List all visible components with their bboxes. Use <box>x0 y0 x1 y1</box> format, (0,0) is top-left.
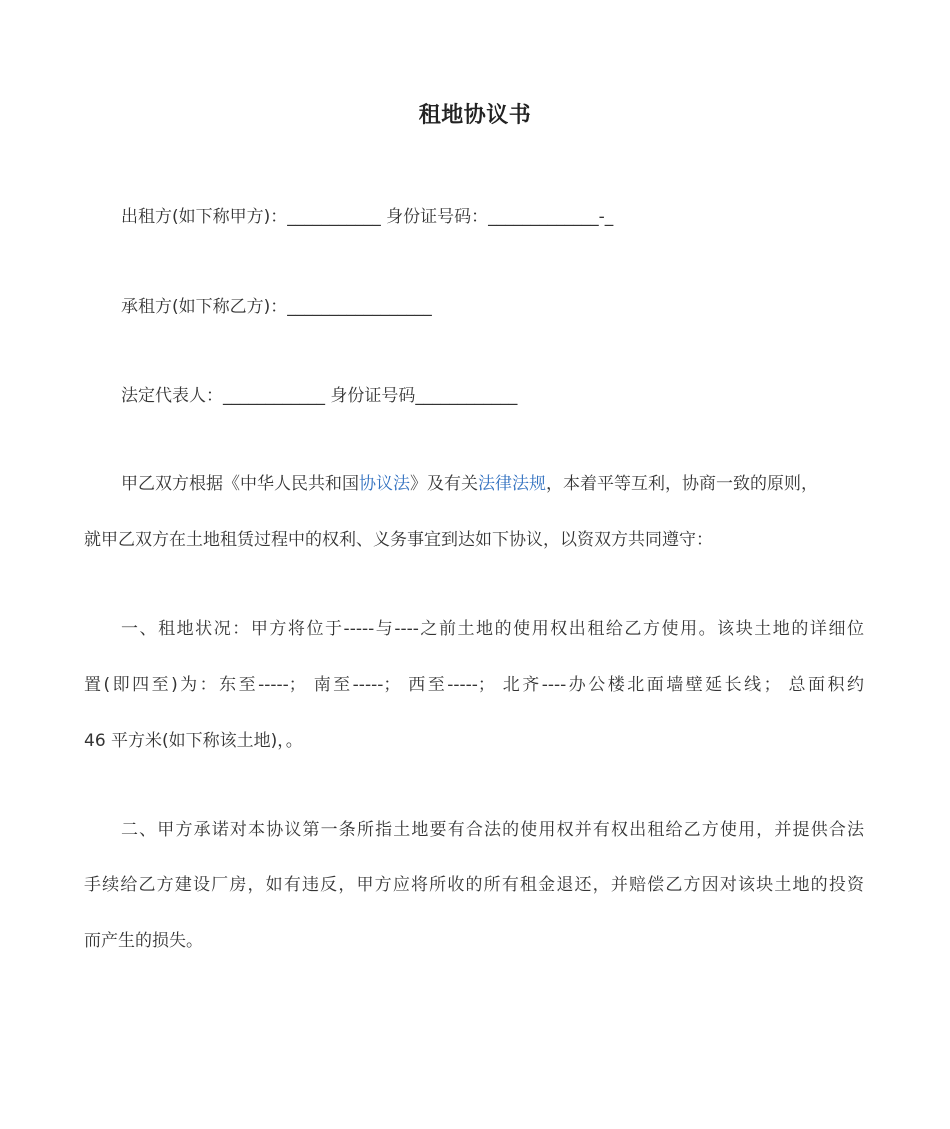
lessor-line: 出租方(如下称甲方)：___________ 身份证号码：_____________-_ <box>121 207 614 227</box>
clause1-line-1: 一、租地状况：甲方将位于-----与----之前土地的使用权出租给乙方使用。该块土地的详细位 <box>121 619 864 639</box>
laws-regulations-link[interactable]: 法律法规 <box>478 474 546 494</box>
clause2-line-3: 而产生的损失。 <box>84 931 203 951</box>
intro-paragraph-line-1 <box>121 472 818 496</box>
document-title: 租地协议书 <box>418 103 532 128</box>
contract-law-link[interactable]: 协议法 <box>359 474 410 494</box>
intro-text-3: ，本着平等互利，协商一致的原则， <box>546 474 818 494</box>
clause2-line-2: 手续给乙方建设厂房，如有违反，甲方应将所收的所有租金退还，并赔偿乙方因对该块土地的投资 <box>84 875 864 895</box>
intro-text-1: 甲乙双方根据《中华人民共和国 <box>121 474 359 494</box>
intro-text-2: 》及有关 <box>410 474 478 494</box>
clause1-line-3: 46 平方米(如下称该土地)，。 <box>84 731 303 751</box>
clause2-line-1: 二、甲方承诺对本协议第一条所指土地要有合法的使用权并有权出租给乙方使用，并提供合法 <box>121 820 864 840</box>
intro-paragraph-line-2: 就甲乙双方在土地租赁过程中的权利、义务事宜到达如下协议，以资双方共同遵守： <box>84 530 713 550</box>
legal-representative-line: 法定代表人：____________ 身份证号码____________ <box>121 386 518 406</box>
clause1-line-2: 置(即四至)为：东至-----； 南至-----； 西至-----； 北齐----办公楼北面墙壁延长线； 总面积约 <box>84 675 864 695</box>
lessee-line: 承租方(如下称乙方)：_________________ <box>121 297 432 317</box>
